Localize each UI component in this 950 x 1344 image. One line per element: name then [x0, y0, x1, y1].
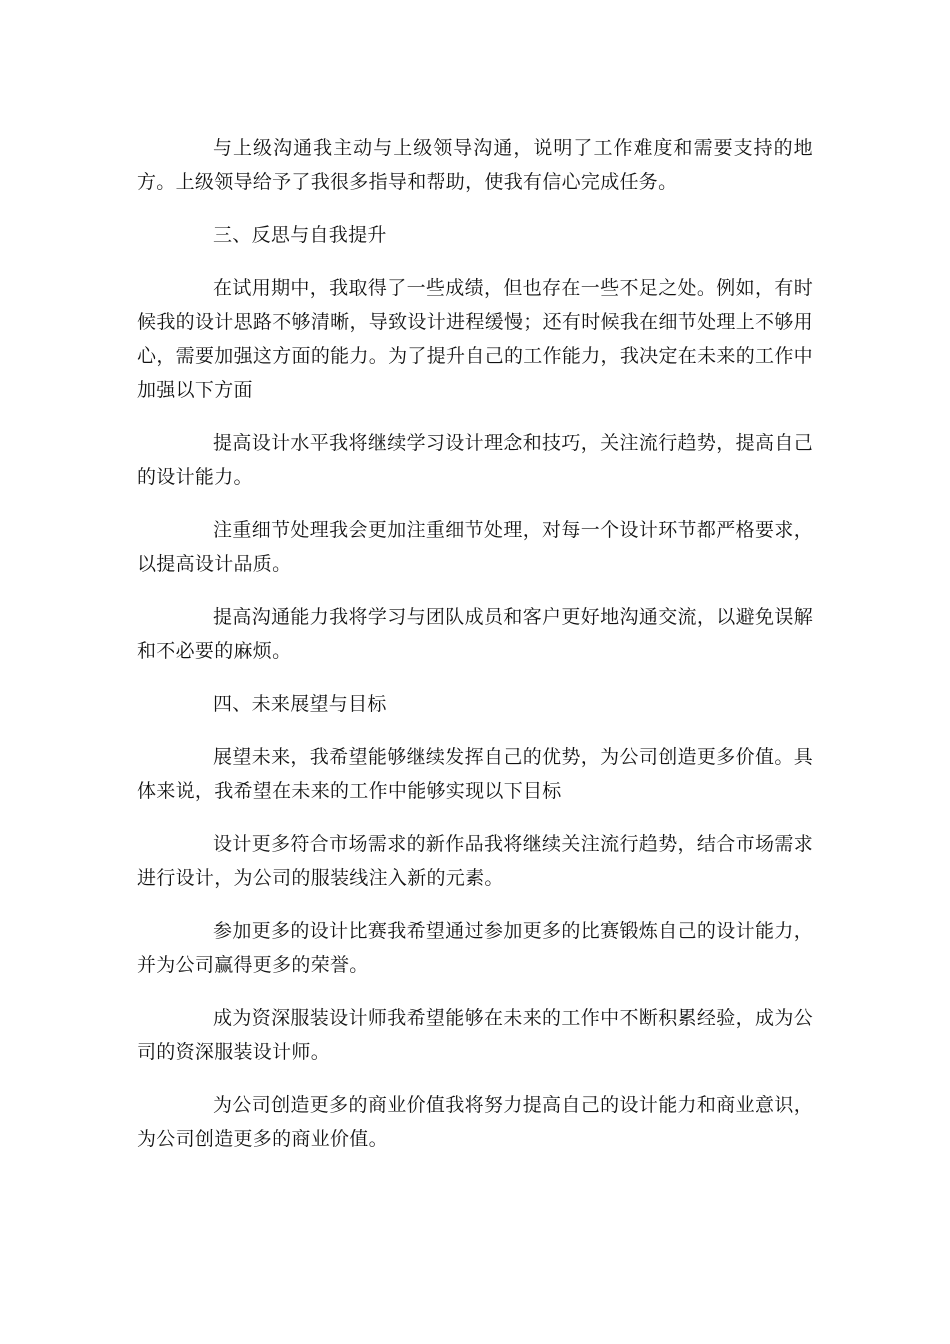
paragraph-detail-handling: 注重细节处理我会更加注重细节处理，对每一个设计环节都严格要求，以提高设计品质。: [137, 519, 813, 575]
paragraph-outlook-intro: 展望未来，我希望能够继续发挥自己的优势，为公司创造更多价值。具体来说，我希望在未来的工作中能够实现以下目标: [137, 746, 813, 802]
section-heading-outlook: 四、未来展望与目标: [213, 693, 387, 715]
document-body: [137, 131, 813, 1175]
paragraph-improve-design: 提高设计水平我将继续学习设计理念和技巧，关注流行趋势，提高自己的设计能力。: [137, 432, 813, 488]
paragraph-goal-senior-designer: 成为资深服装设计师我希望能够在未来的工作中不断积累经验，成为公司的资深服装设计师。: [137, 1007, 813, 1063]
paragraph-shortcomings: 在试用期中，我取得了一些成绩，但也存在一些不足之处。例如，有时候我的设计思路不够清晰，导致设计进程缓慢；还有时候我在细节处理上不够用心，需要加强这方面的能力。为了提升自己的工作能力，我决定在未来的工作中加强以下方面: [137, 277, 813, 401]
paragraph-goal-new-works: 设计更多符合市场需求的新作品我将继续关注流行趋势，结合市场需求进行设计，为公司的服装线注入新的元素。: [137, 833, 813, 889]
paragraph-goal-business-value: 为公司创造更多的商业价值我将努力提高自己的设计能力和商业意识，为公司创造更多的商业价值。: [137, 1094, 813, 1150]
paragraph-communication-skills: 提高沟通能力我将学习与团队成员和客户更好地沟通交流，以避免误解和不必要的麻烦。: [137, 606, 813, 662]
paragraph-communication-superior: 与上级沟通我主动与上级领导沟通，说明了工作难度和需要支持的地方。上级领导给予了我很多指导和帮助，使我有信心完成任务。: [137, 137, 813, 193]
section-heading-reflection: 三、反思与自我提升: [213, 224, 387, 246]
paragraph-goal-competitions: 参加更多的设计比赛我希望通过参加更多的比赛锻炼自己的设计能力，并为公司赢得更多的荣誉。: [137, 920, 813, 976]
